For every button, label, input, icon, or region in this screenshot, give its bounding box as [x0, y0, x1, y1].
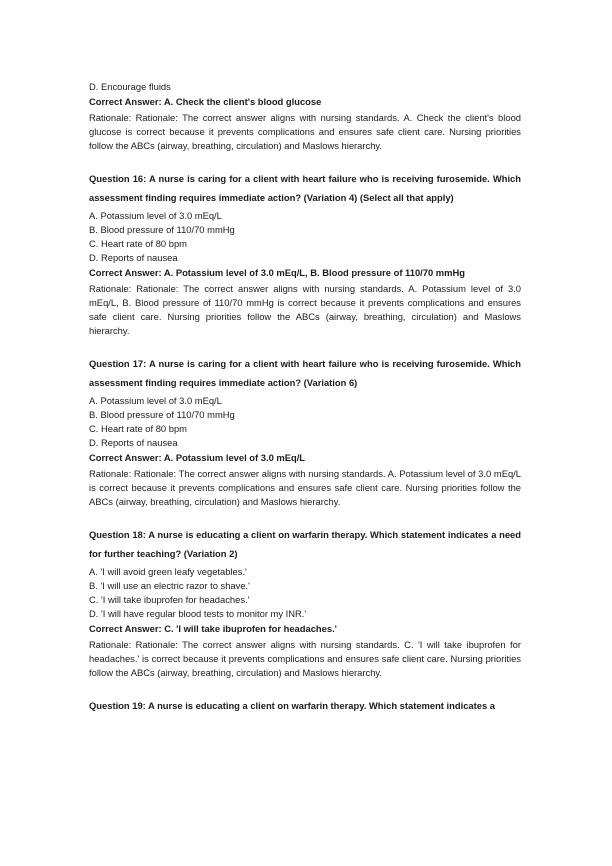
question-16-rationale: Rationale: Rationale: The correct answer aligns with nursing standards. A. Potassium level of 3.0 mEq/L, B. Blood pressure of 110/70 mmHg is correct because it prevents complications and ensures safe client care. Nursing priorities follow the ABCs (airway, breathing, circulation) and Maslows hierarchy. [89, 283, 521, 336]
question-16-option-a: A. Potassium level of 3.0 mEq/L [89, 210, 222, 221]
question-18-option-a: A. 'I will avoid green leafy vegetables.' [89, 566, 247, 577]
question-18-option-d: D. 'I will have regular blood tests to monitor my INR.' [89, 608, 307, 619]
question-16-option-d: D. Reports of nausea [89, 252, 178, 263]
question-18-option-b: B. 'I will use an electric razor to shave.' [89, 580, 250, 591]
question-19-text: Question 19: A nurse is educating a client on warfarin therapy. Which statement indicates a [89, 700, 495, 711]
question-18-rationale: Rationale: Rationale: The correct answer aligns with nursing standards. C. 'I will take ibuprofen for headaches.' is correct because it prevents complications and ensures safe client care. Nursing priorities follow the ABCs (airway, breathing, circulation) and Maslows hierarchy. [89, 639, 521, 678]
question-18-option-c: C. 'I will take ibuprofen for headaches.' [89, 594, 250, 605]
question-17-text: Question 17: A nurse is caring for a client with heart failure who is receiving furosemide. Which assessment finding requires immediate action? (Variation 6) [89, 358, 521, 388]
question-16-block [89, 169, 521, 338]
intro-rationale: Rationale: Rationale: The correct answer aligns with nursing standards. A. Check the client's blood glucose is correct because it prevents complications and ensures safe client care. Nursing priorities follow the ABCs (airway, breathing, circulation) and Maslows hierarchy. [89, 112, 521, 151]
question-16-option-b: B. Blood pressure of 110/70 mmHg [89, 224, 235, 235]
question-18-block [89, 525, 521, 680]
question-16-option-c: C. Heart rate of 80 bpm [89, 238, 187, 249]
question-17-option-c: C. Heart rate of 80 bpm [89, 423, 187, 434]
document-page [89, 80, 521, 717]
question-17-option-a: A. Potassium level of 3.0 mEq/L [89, 395, 222, 406]
question-17-option-b: B. Blood pressure of 110/70 mmHg [89, 409, 235, 420]
question-16-correct-answer: Correct Answer: A. Potassium level of 3.0 mEq/L, B. Blood pressure of 110/70 mmHg [89, 267, 465, 278]
question-17-rationale: Rationale: Rationale: The correct answer aligns with nursing standards. A. Potassium level of 3.0 mEq/L is correct because it prevents complications and ensures safe client care. Nursing priorities follow the ABCs (airway, breathing, circulation) and Maslows hierarchy. [89, 468, 521, 507]
question-17-correct-answer: Correct Answer: A. Potassium level of 3.0 mEq/L [89, 452, 306, 463]
intro-correct-answer: Correct Answer: A. Check the client's blood glucose [89, 96, 322, 107]
intro-block [89, 80, 521, 153]
intro-option-d: D. Encourage fluids [89, 81, 171, 92]
question-16-text: Question 16: A nurse is caring for a client with heart failure who is receiving furosemide. Which assessment finding requires immediate action? (Variation 4) (Select all that apply) [89, 173, 521, 203]
question-18-text: Question 18: A nurse is educating a client on warfarin therapy. Which statement indicates a need for further teaching? (Variation 2) [89, 529, 521, 559]
question-17-block [89, 354, 521, 509]
question-17-option-d: D. Reports of nausea [89, 437, 178, 448]
question-18-correct-answer: Correct Answer: C. 'I will take ibuprofen for headaches.' [89, 623, 337, 634]
